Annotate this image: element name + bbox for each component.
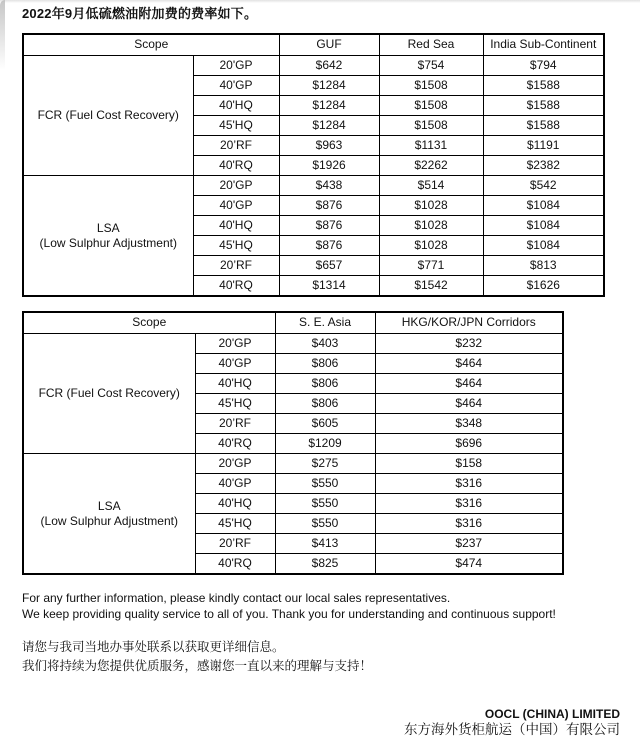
- container-type: 40'RQ: [195, 434, 275, 454]
- container-type: 45'HQ: [195, 394, 275, 414]
- footer-chinese: [22, 638, 372, 676]
- charge-group-label: LSA (Low Sulphur Adjustment): [23, 454, 195, 575]
- trade-column-header: HKG/KOR/JPN Corridors: [375, 312, 563, 334]
- rate-value: $657: [279, 256, 379, 276]
- rate-value: $1588: [483, 96, 604, 116]
- container-type: 40'GP: [195, 354, 275, 374]
- container-type: 40'HQ: [193, 216, 279, 236]
- rate-value: $1508: [379, 76, 483, 96]
- rate-value: $348: [375, 414, 563, 434]
- rate-value: $963: [279, 136, 379, 156]
- rate-value: $550: [275, 494, 375, 514]
- signature-block: [404, 707, 620, 737]
- rate-value: $605: [275, 414, 375, 434]
- rate-value: $1588: [483, 116, 604, 136]
- footer-en-line1: For any further information, please kindly contact our local sales representatives.: [22, 591, 451, 605]
- company-name-chinese: 东方海外货柜航运（中国）有限公司: [404, 722, 620, 737]
- rate-value: $237: [375, 534, 563, 554]
- rates-table-main-trades: [22, 33, 605, 297]
- trade-column-header: Red Sea: [379, 34, 483, 56]
- rate-value: $1588: [483, 76, 604, 96]
- rate-value: $1028: [379, 236, 483, 256]
- rate-value: $1028: [379, 196, 483, 216]
- rate-value: $316: [375, 514, 563, 534]
- rate-value: $550: [275, 474, 375, 494]
- rate-value: $1191: [483, 136, 604, 156]
- rate-value: $550: [275, 514, 375, 534]
- rate-row: [23, 454, 563, 474]
- rate-value: $316: [375, 494, 563, 514]
- rate-value: $1284: [279, 116, 379, 136]
- charge-group-label: FCR (Fuel Cost Recovery): [23, 334, 195, 454]
- rate-value: $1131: [379, 136, 483, 156]
- page-title: 2022年9月低硫燃油附加费的费率如下。: [22, 6, 258, 21]
- container-type: 20'GP: [193, 56, 279, 76]
- container-type: 20’RF: [193, 136, 279, 156]
- footer-zh-line2: 我们将持续为您提供优质服务，感谢您一直以来的理解与支持！: [22, 659, 373, 673]
- container-type: 40'GP: [193, 196, 279, 216]
- rate-value: $876: [279, 236, 379, 256]
- container-type: 40'GP: [193, 76, 279, 96]
- container-type: 40'HQ: [193, 96, 279, 116]
- rate-value: $232: [375, 334, 563, 354]
- rate-value: $1284: [279, 96, 379, 116]
- container-type: 20’RF: [195, 534, 275, 554]
- rate-value: $2382: [483, 156, 604, 176]
- container-type: 45'HQ: [193, 116, 279, 136]
- trade-column-header: GUF: [279, 34, 379, 56]
- rate-value: $1084: [483, 216, 604, 236]
- rate-value: $642: [279, 56, 379, 76]
- rate-value: $464: [375, 354, 563, 374]
- container-type: 40'GP: [195, 474, 275, 494]
- rate-value: $1084: [483, 196, 604, 216]
- rate-value: $316: [375, 474, 563, 494]
- rate-row: [23, 176, 604, 196]
- scope-header: Scope: [23, 34, 279, 56]
- container-type: 45'HQ: [195, 514, 275, 534]
- rate-value: $1626: [483, 276, 604, 297]
- rate-value: $876: [279, 196, 379, 216]
- rate-value: $771: [379, 256, 483, 276]
- rate-row: [23, 334, 563, 354]
- header-row: [23, 312, 563, 334]
- rate-value: $1209: [275, 434, 375, 454]
- rate-value: $1542: [379, 276, 483, 297]
- footer-english: [22, 591, 556, 622]
- container-type: 40'HQ: [195, 494, 275, 514]
- rate-value: $464: [375, 374, 563, 394]
- rate-value: $1314: [279, 276, 379, 297]
- footer-zh-line1: 请您与我司当地办事处联系以获取更详细信息。: [22, 640, 285, 654]
- company-name-english: OOCL (CHINA) LIMITED: [484, 707, 620, 721]
- container-type: 40'RQ: [193, 156, 279, 176]
- trade-column-header: India Sub-Continent: [483, 34, 604, 56]
- trade-column-header: S. E. Asia: [275, 312, 375, 334]
- rate-value: $794: [483, 56, 604, 76]
- rate-value: $2262: [379, 156, 483, 176]
- container-type: 20'GP: [195, 334, 275, 354]
- header-row: [23, 34, 604, 56]
- rate-value: $806: [275, 374, 375, 394]
- rate-value: $806: [275, 394, 375, 414]
- container-type: 20'GP: [195, 454, 275, 474]
- rate-value: $464: [375, 394, 563, 414]
- container-type: 40'HQ: [195, 374, 275, 394]
- rate-value: $542: [483, 176, 604, 196]
- container-type: 20’RF: [195, 414, 275, 434]
- rate-value: $754: [379, 56, 483, 76]
- rate-value: $1028: [379, 216, 483, 236]
- rate-value: $275: [275, 454, 375, 474]
- container-type: 40'RQ: [193, 276, 279, 297]
- charge-group-label: LSA (Low Sulphur Adjustment): [23, 176, 193, 297]
- rate-value: $413: [275, 534, 375, 554]
- rate-value: $1926: [279, 156, 379, 176]
- charge-group-label: FCR (Fuel Cost Recovery): [23, 56, 193, 176]
- rate-value: $438: [279, 176, 379, 196]
- rate-value: $806: [275, 354, 375, 374]
- rate-value: $825: [275, 554, 375, 575]
- rate-row: [23, 56, 604, 76]
- container-type: 20’RF: [193, 256, 279, 276]
- rate-value: $403: [275, 334, 375, 354]
- rate-value: $1084: [483, 236, 604, 256]
- rate-value: $876: [279, 216, 379, 236]
- container-type: 40'RQ: [195, 554, 275, 575]
- scope-header: Scope: [23, 312, 275, 334]
- rate-value: $696: [375, 434, 563, 454]
- rate-value: $514: [379, 176, 483, 196]
- rates-table-intra-asia: [22, 311, 564, 575]
- container-type: 20'GP: [193, 176, 279, 196]
- rate-value: $474: [375, 554, 563, 575]
- rate-value: $1508: [379, 96, 483, 116]
- rate-value: $1284: [279, 76, 379, 96]
- rate-value: $158: [375, 454, 563, 474]
- rate-value: $1508: [379, 116, 483, 136]
- container-type: 45'HQ: [193, 236, 279, 256]
- footer-en-line2: We keep providing quality service to all of you. Thank you for understanding and continuous support!: [22, 606, 556, 621]
- rate-value: $813: [483, 256, 604, 276]
